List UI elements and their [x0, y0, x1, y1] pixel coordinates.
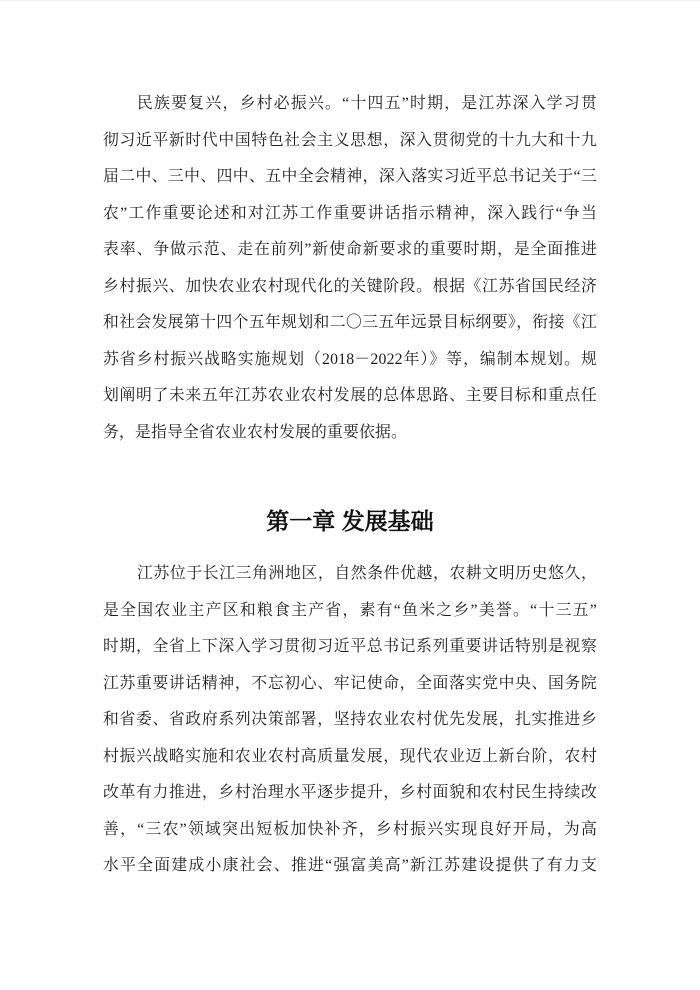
intro-paragraph — [103, 86, 597, 451]
text-line: 江苏重要讲话精神，不忘初心、牢记使命，全面落实党中央、国务院 — [103, 674, 597, 692]
text-line: 划阐明了未来五年江苏农业农村发展的总体思路、主要目标和重点任 — [103, 387, 597, 404]
text-line: 善，“三农”领域突出短板加快补齐，乡村振兴实现良好开局，为高 — [103, 820, 597, 838]
text-line: 水平全面建成小康社会、推进“强富美高”新江苏建设提供了有力支 — [103, 857, 597, 874]
text-line: 务，是指导全省农业农村发展的重要依据。 — [103, 423, 407, 441]
body-paragraph — [103, 556, 597, 885]
text-line: 农”工作重要论述和对江苏工作重要讲话指示精神，深入践行“争当 — [103, 204, 597, 222]
text-line: 彻习近平新时代中国特色社会主义思想，深入贯彻党的十九大和十九 — [103, 131, 597, 149]
text-line: 江苏位于长江三角洲地区，自然条件优越，农耕文明历史悠久， — [137, 565, 597, 582]
text-line: 时期，全省上下深入学习贯彻习近平总书记系列重要讲话特别是视察 — [103, 638, 597, 655]
chapter-heading: 第一章 发展基础 — [266, 508, 434, 534]
text-line: 乡村振兴、加快农业农村现代化的关键阶段。根据《江苏省国民经济 — [103, 277, 597, 295]
text-line: 村振兴战略实施和农业农村高质量发展，现代农业迈上新台阶，农村 — [103, 747, 597, 765]
text-line: 苏省乡村振兴战略实施规划（2018－2022年）》等，编制本规划。规 — [103, 350, 597, 368]
text-line: 是全国农业主产区和粮食主产省，素有“鱼米之乡”美誉。“十三五” — [103, 601, 597, 619]
text-line: 和省委、省政府系列决策部署，坚持农业农村优先发展，扎实推进乡 — [103, 711, 597, 728]
text-line: 民族要复兴，乡村必振兴。“十四五”时期，是江苏深入学习贯 — [137, 95, 597, 112]
text-line: 改革有力推进，乡村治理水平逐步提升，乡村面貌和农村民生持续改 — [103, 784, 597, 801]
text-line: 和社会发展第十四个五年规划和二〇三五年远景目标纲要》，衔接《江 — [103, 314, 597, 331]
text-line: 届二中、三中、四中、五中全会精神，深入落实习近平总书记关于“三 — [103, 168, 597, 185]
text-line: 表率、争做示范、走在前列”新使命新要求的重要时期，是全面推进 — [103, 241, 597, 258]
